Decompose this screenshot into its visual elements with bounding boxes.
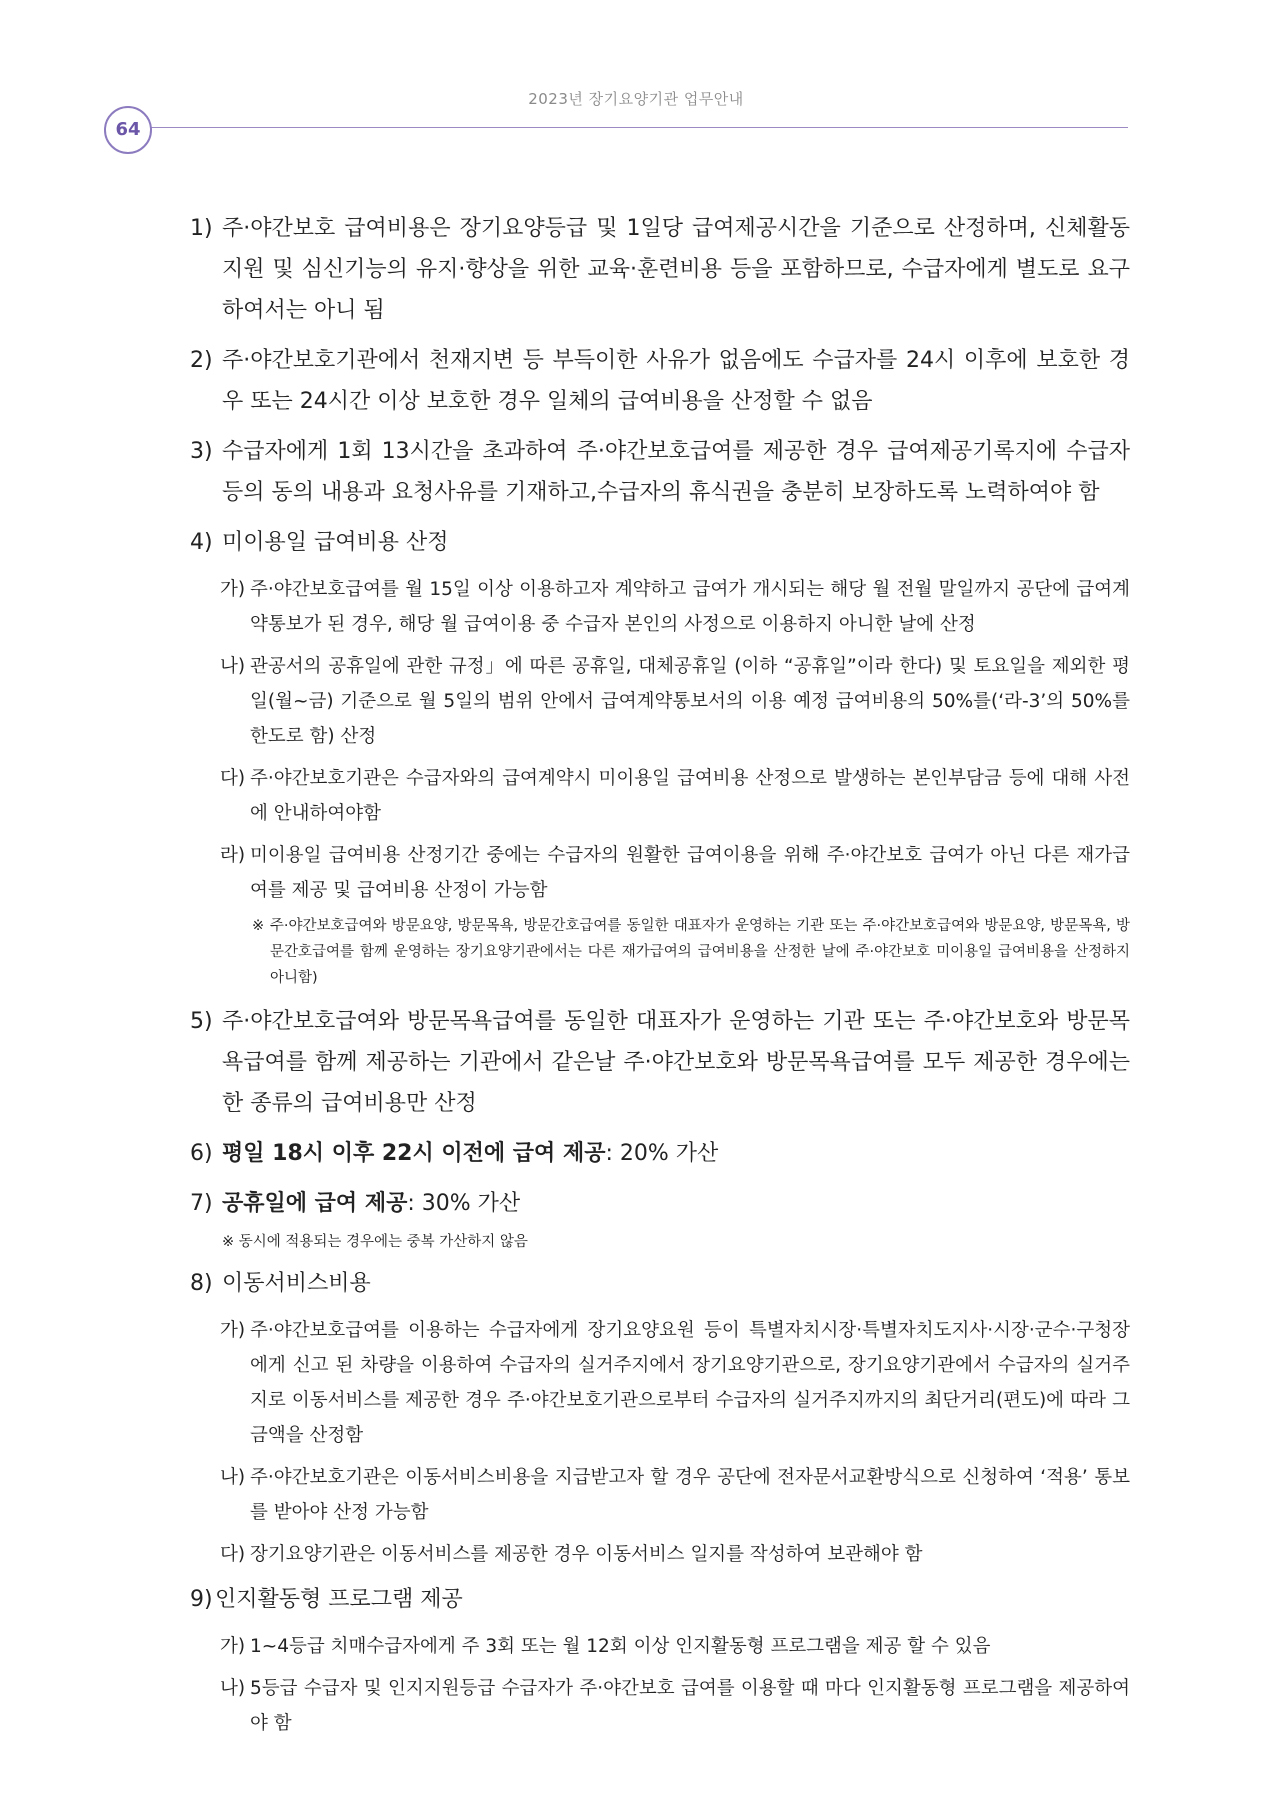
- list-item-8: [190, 1263, 1130, 1304]
- item-number: 8): [190, 1271, 213, 1296]
- item-number: 9): [190, 1587, 213, 1612]
- item-number: 6): [190, 1141, 213, 1166]
- sub-item-number: 라): [220, 845, 246, 866]
- sub-item-8-da: [190, 1537, 1130, 1572]
- sub-item-number: 다): [220, 768, 246, 789]
- item-text: 주·야간보호기관에서 천재지변 등 부득이한 사유가 없음에도 수급자를 24시 이후에 보호한 경우 또는 24시간 이상 보호한 경우 일체의 급여비용을 산정할 수 없음: [222, 348, 1130, 414]
- item-text: : 30% 가산: [407, 1191, 521, 1216]
- sub-item-4-na: [190, 649, 1130, 754]
- sub-item-number: 나): [220, 656, 246, 677]
- list-item-1: [190, 208, 1130, 331]
- page-number-badge: 64: [104, 106, 152, 154]
- list-item-7: [190, 1183, 1130, 1224]
- sub-item-text: 관공서의 공휴일에 관한 규정」에 따른 공휴일, 대체공휴일 (이하 “공휴일”이라 한다) 및 토요일을 제외한 평일(월~금) 기준으로 월 5일의 범위 안에서 급여계약통보서의 이용 예정 급여비용의 50%를(‘라-3’의 50%를 한도로 함) 산정: [250, 656, 1130, 747]
- sub-item-4-ga: [190, 572, 1130, 642]
- footnote-4: ※ 주·야간보호급여와 방문요양, 방문목욕, 방문간호급여를 동일한 대표자가 운영하는 기관 또는 주·야간보호급여와 방문요양, 방문목욕, 방문간호급여를 함께 운영하는 장기요양기관에서는 다른 재가급여의 급여비용을 산정한 날에 주·야간보호 미이용일 급여비용을 산정하지 아니함): [252, 918, 1130, 986]
- item-text: 수급자에게 1회 13시간을 초과하여 주·야간보호급여를 제공한 경우 급여제공기록지에 수급자 등의 동의 내용과 요청사유를 기재하고,수급자의 휴식권을 충분히 보장하도록 노력하여야 함: [222, 439, 1130, 505]
- document-body: [190, 208, 1130, 1748]
- item-emphasis: 평일 18시 이후 22시 이전에 급여 제공: [222, 1141, 606, 1166]
- item-number: 5): [190, 1009, 213, 1034]
- sub-item-number: 나): [220, 1678, 246, 1699]
- list-item-9: [190, 1579, 1130, 1620]
- item-text: 미이용일 급여비용 산정: [222, 530, 449, 555]
- list-item-4: [190, 522, 1130, 563]
- sub-item-number: 나): [220, 1467, 246, 1488]
- item-number: 2): [190, 348, 213, 373]
- sub-item-8-ga: [190, 1313, 1130, 1453]
- sub-item-number: 가): [220, 579, 246, 600]
- item-text: 이동서비스비용: [222, 1271, 371, 1296]
- sub-item-4-ra: [190, 838, 1130, 908]
- sub-item-4-da: [190, 761, 1130, 831]
- sub-item-text: 주·야간보호기관은 수급자와의 급여계약시 미이용일 급여비용 산정으로 발생하는 본인부담금 등에 대해 사전에 안내하여야함: [250, 768, 1130, 824]
- sub-item-text: 장기요양기관은 이동서비스를 제공한 경우 이동서비스 일지를 작성하여 보관해야 함: [250, 1544, 923, 1565]
- item-number: 4): [190, 530, 213, 555]
- footnote-7: ※ 동시에 적용되는 경우에는 중복 가산하지 않음: [222, 1234, 528, 1250]
- list-item-3: [190, 431, 1130, 513]
- item-number: 7): [190, 1191, 213, 1216]
- item-emphasis: 공휴일에 급여 제공: [222, 1191, 408, 1216]
- list-item-6: [190, 1133, 1130, 1174]
- list-item-2: [190, 340, 1130, 422]
- header-divider: [150, 127, 1128, 128]
- sub-item-number: 가): [220, 1636, 246, 1657]
- list-item-5: [190, 1001, 1130, 1124]
- sub-item-number: 가): [220, 1320, 246, 1341]
- item-number: 3): [190, 439, 213, 464]
- sub-item-text: 미이용일 급여비용 산정기간 중에는 수급자의 원활한 급여이용을 위해 주·야간보호 급여가 아닌 다른 재가급여를 제공 및 급여비용 산정이 가능함: [250, 845, 1130, 901]
- sub-item-8-na: [190, 1460, 1130, 1530]
- sub-item-9-ga: [190, 1629, 1130, 1664]
- sub-item-text: 5등급 수급자 및 인지지원등급 수급자가 주·야간보호 급여를 이용할 때 마다 인지활동형 프로그램을 제공하여야 함: [250, 1678, 1130, 1734]
- item-text: 주·야간보호 급여비용은 장기요양등급 및 1일당 급여제공시간을 기준으로 산정하며, 신체활동 지원 및 심신기능의 유지·향상을 위한 교육·훈련비용 등을 포함하므로, 수급자에게 별도로 요구하여서는 아니 됨: [222, 216, 1130, 323]
- sub-item-text: 주·야간보호급여를 월 15일 이상 이용하고자 계약하고 급여가 개시되는 해당 월 전월 말일까지 공단에 급여계약통보가 된 경우, 해당 월 급여이용 중 수급자 본인의 사정으로 이용하지 아니한 날에 산정: [250, 579, 1130, 635]
- item-number: 1): [190, 216, 213, 241]
- item-text: 주·야간보호급여와 방문목욕급여를 동일한 대표자가 운영하는 기관 또는 주·야간보호와 방문목욕급여를 함께 제공하는 기관에서 같은날 주·야간보호와 방문목욕급여를 모두 제공한 경우에는 한 종류의 급여비용만 산정: [222, 1009, 1130, 1116]
- item-text: 인지활동형 프로그램 제공: [215, 1587, 463, 1612]
- running-header: 2023년 장기요양기관 업무안내: [528, 90, 744, 108]
- item-text: : 20% 가산: [605, 1141, 719, 1166]
- sub-item-text: 주·야간보호기관은 이동서비스비용을 지급받고자 할 경우 공단에 전자문서교환방식으로 신청하여 ‘적용’ 통보를 받아야 산정 가능함: [250, 1467, 1130, 1523]
- sub-item-number: 다): [220, 1544, 246, 1565]
- sub-item-9-na: [190, 1671, 1130, 1741]
- sub-item-text: 주·야간보호급여를 이용하는 수급자에게 장기요양요원 등이 특별자치시장·특별자치도지사·시장·군수·구청장에게 신고 된 차량을 이용하여 수급자의 실거주지에서 장기요양기관으로, 장기요양기관에서 수급자의 실거주지로 이동서비스를 제공한 경우 주·야간보호기관으로부터 수급자의 실거주지까지의 최단거리(편도)에 따라 그 금액을 산정함: [250, 1320, 1130, 1446]
- sub-item-text: 1~4등급 치매수급자에게 주 3회 또는 월 12회 이상 인지활동형 프로그램을 제공 할 수 있음: [250, 1636, 991, 1657]
